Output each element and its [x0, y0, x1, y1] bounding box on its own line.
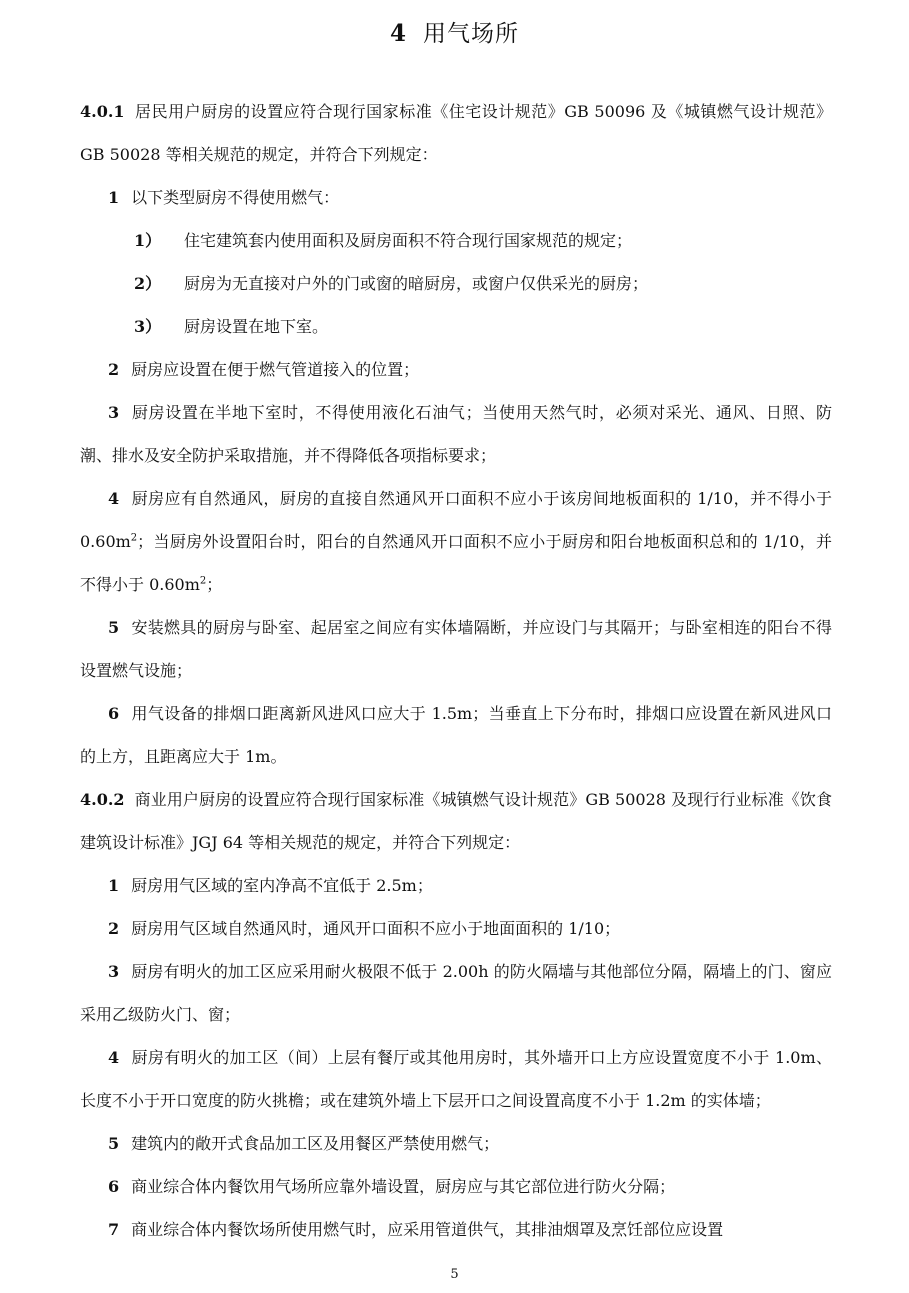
item-text: 建筑内的敞开式食品加工区及用餐区严禁使用燃气； [131, 1134, 500, 1153]
item-number: 4 [108, 1048, 120, 1067]
sub-item-number: 2） [134, 274, 162, 293]
item-text: 商业综合体内餐饮用气场所应靠外墙设置，厨房应与其它部位进行防火分隔； [131, 1177, 676, 1196]
item-text: 厨房设置在半地下室时，不得使用液化石油气；当使用天然气时，必须对采光、通风、日照、防潮、排水及安全防护采取措施，并不得降低各项指标要求； [80, 403, 832, 465]
list-item [80, 176, 832, 219]
sub-list-item [80, 262, 832, 305]
item-number: 1 [108, 876, 120, 895]
item-number: 7 [108, 1220, 120, 1239]
list-item [80, 1036, 832, 1122]
superscript: 2 [199, 575, 207, 587]
sub-item-text: 厨房设置在地下室。 [184, 317, 329, 336]
sub-item-number: 3） [134, 317, 162, 336]
list-item [80, 606, 832, 692]
list-item [80, 1122, 832, 1165]
chapter-heading: 用气场所 [423, 21, 519, 47]
list-item [80, 864, 832, 907]
item-text-part-c: ； [206, 575, 223, 594]
item-text: 安装燃具的厨房与卧室、起居室之间应有实体墙隔断，并应设门与其隔开；与卧室相连的阳台不得设置燃气设施； [80, 618, 832, 680]
item-number: 2 [108, 919, 120, 938]
item-text: 商业综合体内餐饮场所使用燃气时，应采用管道供气，其排油烟罩及烹饪部位应设置 [131, 1220, 724, 1239]
item-number: 6 [108, 704, 120, 723]
clause-text: 商业用户厨房的设置应符合现行国家标准《城镇燃气设计规范》GB 50028 及现行行业标准《饮食建筑设计标准》JGJ 64 等相关规范的规定，并符合下列规定： [80, 790, 832, 852]
item-text-part-b: ；当厨房外设置阳台时，阳台的自然通风开口面积不应小于厨房和阳台地板面积总和的 1/10，并不得小于 0.60m [80, 532, 832, 594]
item-text: 厨房用气区域的室内净高不宜低于 2.5m； [131, 876, 433, 895]
chapter-title [0, 14, 909, 54]
item-text: 厨房有明火的加工区应采用耐火极限不低于 2.00h 的防火隔墙与其他部位分隔，隔墙上的门、窗应采用乙级防火门、窗； [80, 962, 832, 1024]
item-text: 厨房有明火的加工区（间）上层有餐厅或其他用房时，其外墙开口上方应设置宽度不小于 1.0m、长度不小于开口宽度的防火挑檐；或在建筑外墙上下层开口之间设置高度不小于 1.2m 的实体墙； [80, 1048, 832, 1110]
item-text-part-a: 厨房应有自然通风，厨房的直接自然通风开口面积不应小于该房间地板面积的 1/10，并不得小于 0.60m [80, 489, 832, 551]
item-text: 以下类型厨房不得使用燃气： [131, 188, 340, 207]
list-item [80, 907, 832, 950]
sub-list-item [80, 305, 832, 348]
page-number: 5 [450, 1267, 459, 1282]
item-number: 1 [108, 188, 120, 207]
list-item [80, 1208, 832, 1251]
sub-list-item [80, 219, 832, 262]
item-number: 5 [108, 1134, 120, 1153]
superscript: 2 [130, 532, 138, 544]
clause-text: 居民用户厨房的设置应符合现行国家标准《住宅设计规范》GB 50096 及《城镇燃气设计规范》GB 50028 等相关规范的规定，并符合下列规定： [80, 102, 832, 164]
item-text: 厨房用气区域自然通风时，通风开口面积不应小于地面面积的 1/10； [131, 919, 621, 938]
list-item [80, 692, 832, 778]
clause-4-0-2 [80, 778, 832, 864]
item-number: 6 [108, 1177, 120, 1196]
item-number: 4 [108, 489, 120, 508]
item-number: 3 [108, 962, 120, 981]
item-text: 厨房应设置在便于燃气管道接入的位置； [131, 360, 420, 379]
clause-4-0-1 [80, 90, 832, 176]
sub-item-text: 厨房为无直接对户外的门或窗的暗厨房，或窗户仅供采光的厨房； [184, 274, 649, 293]
list-item [80, 950, 832, 1036]
list-item [80, 477, 832, 606]
list-item [80, 391, 832, 477]
document-body [80, 90, 832, 1251]
clause-number: 4.0.2 [80, 790, 125, 809]
item-number: 3 [108, 403, 120, 422]
chapter-number: 4 [389, 20, 407, 47]
list-item [80, 1165, 832, 1208]
list-item [80, 348, 832, 391]
item-number: 5 [108, 618, 120, 637]
item-text: 用气设备的排烟口距离新风进风口应大于 1.5m；当垂直上下分布时，排烟口应设置在新风进风口的上方，且距离应大于 1m。 [80, 704, 832, 766]
item-number: 2 [108, 360, 120, 379]
clause-number: 4.0.1 [80, 102, 125, 121]
sub-item-number: 1） [134, 231, 162, 250]
sub-item-text: 住宅建筑套内使用面积及厨房面积不符合现行国家规范的规定； [184, 231, 633, 250]
